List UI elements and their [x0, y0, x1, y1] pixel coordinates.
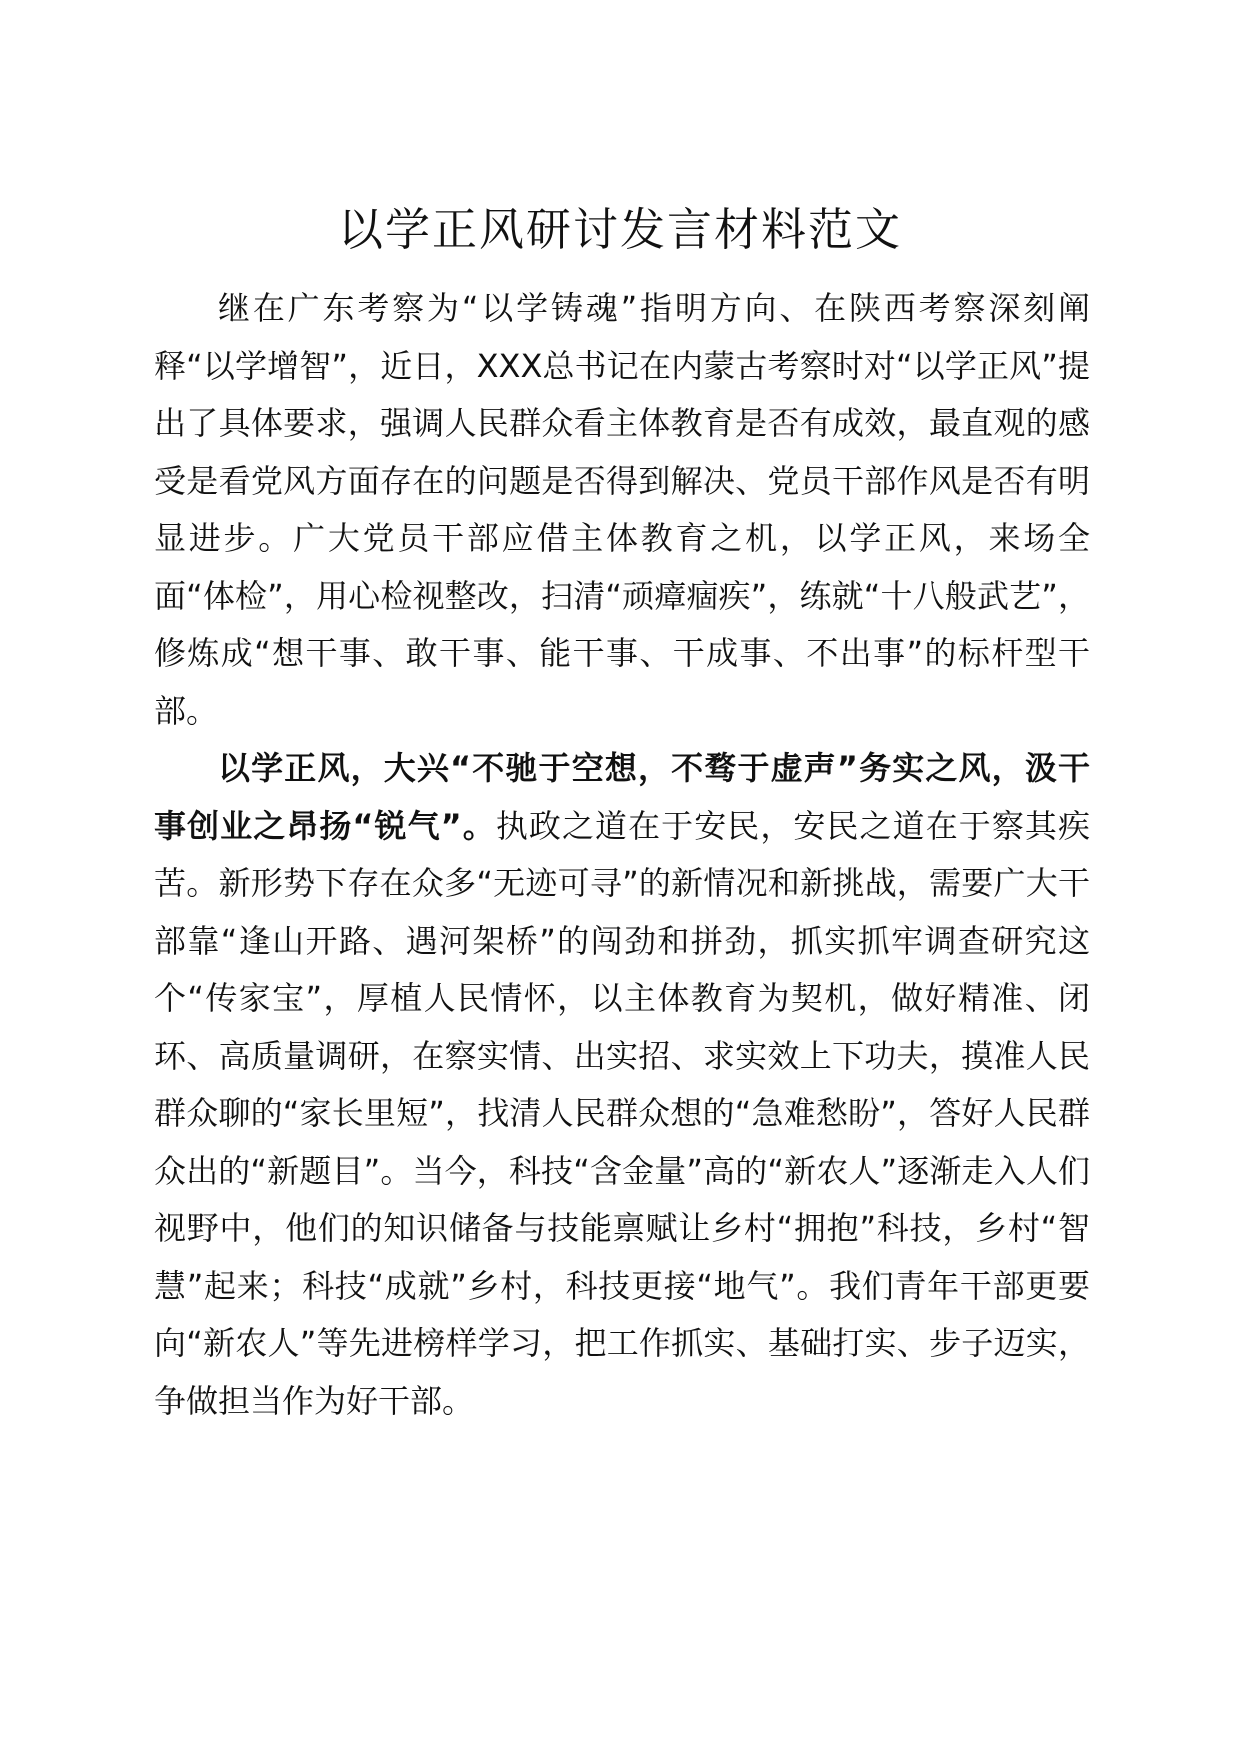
paragraph-section-1-lead: 以学正风，大兴“不驰于空想，不骛于虚声”务实之风，汲干事创业之昂扬“锐气”。 — [154, 749, 1090, 845]
paragraph-section-1 — [154, 740, 1090, 1430]
document-title: 以学正风研讨发言材料范文 — [337, 203, 902, 256]
paragraph-intro: 继在广东考察为“以学铸魂”指明方向、在陕西考察深刻阐释“以学增智”，近日，XXX总书记在内蒙古考察时对“以学正风”提出了具体要求，强调人民群众看主体教育是否有成效，最直观的感受是看党风方面存在的问题是否得到解决、党员干部作风是否有明显进步。广大党员干部应借主体教育之机，以学正风，来场全面“体检”，用心检视整改，扫清“顽瘴痼疾”，练就“十八般武艺”，修炼成“想干事、敢干事、能干事、干成事、不出事”的标杆型干部。 — [154, 289, 1090, 730]
paragraph-section-1-body: 执政之道在于安民，安民之道在于察其疾苦。新形势下存在众多“无迹可寻”的新情况和新挑战，需要广大干部靠“逢山开路、遇河架桥”的闯劲和拼劲，抓实抓牢调查研究这个“传家宝”，厚植人民情怀，以主体教育为契机，做好精准、闭环、高质量调研，在察实情、出实招、求实效上下功夫，摸准人民群众聊的“家长里短”，找清人民群众想的“急难愁盼”，答好人民群众出的“新题目”。当今，科技“含金量”高的“新农人”逐渐走入人们视野中，他们的知识储备与技能禀赋让乡村“拥抱”科技，乡村“智慧”起来；科技“成就”乡村，科技更接“地气”。我们青年干部更要向“新农人”等先进榜样学习，把工作抓实、基础打实、步子迈实，争做担当作为好干部。 — [154, 806, 1090, 1420]
